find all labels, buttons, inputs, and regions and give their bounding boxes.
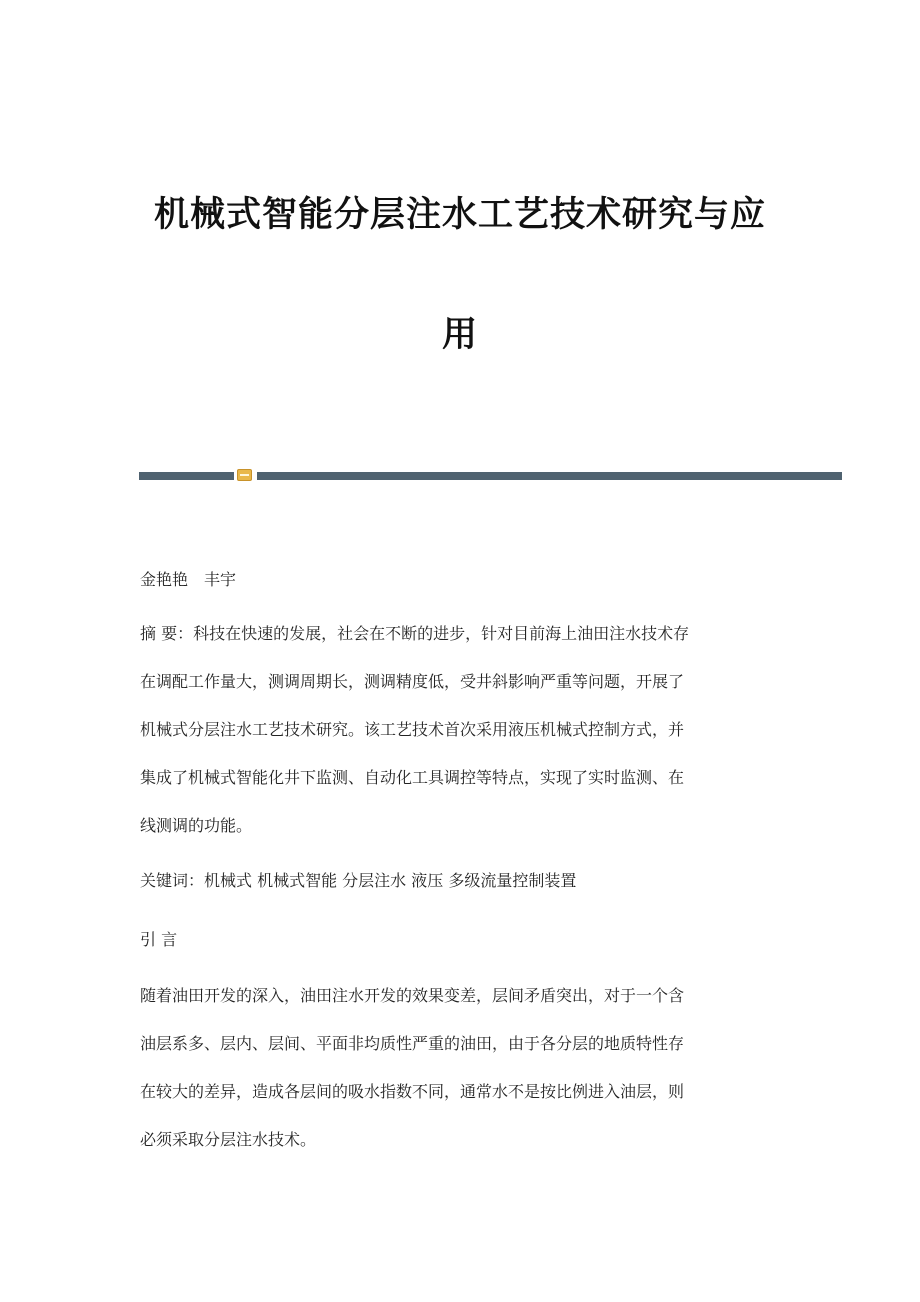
intro-paragraph [140,972,785,1164]
intro-line: 必须采取分层注水技术。 [140,1130,317,1149]
document-title-line-2: 用 [441,315,478,355]
authors: 金艳艳 丰宇 [140,570,237,589]
title-divider [139,469,842,483]
intro-heading: 引 言 [140,930,178,949]
divider-bar-right [257,472,842,480]
divider-emblem-icon [237,469,252,481]
intro-line: 在较大的差异，造成各层间的吸水指数不同，通常水不是按比例进入油层，则 [140,1082,685,1101]
abstract [140,610,785,850]
abstract-line: 机械式分层注水工艺技术研究。该工艺技术首次采用液压机械式控制方式，并 [140,720,685,739]
abstract-line: 集成了机械式智能化井下监测、自动化工具调控等特点，实现了实时监测、在 [140,768,685,787]
abstract-line: 摘 要：科技在快速的发展，社会在不断的进步，针对目前海上油田注水技术存 [140,624,690,643]
abstract-line: 在调配工作量大，测调周期长，测调精度低，受井斜影响严重等问题，开展了 [140,672,685,691]
intro-line: 油层系多、层内、层间、平面非均质性严重的油田，由于各分层的地质特性存 [140,1034,685,1053]
keywords: 关键词：机械式 机械式智能 分层注水 液压 多级流量控制装置 [140,871,577,890]
document-title-line-1: 机械式智能分层注水工艺技术研究与应 [153,195,766,235]
abstract-line: 线测调的功能。 [140,816,253,835]
divider-bar-left [139,472,234,480]
intro-line: 随着油田开发的深入，油田注水开发的效果变差，层间矛盾突出，对于一个含 [140,986,685,1005]
